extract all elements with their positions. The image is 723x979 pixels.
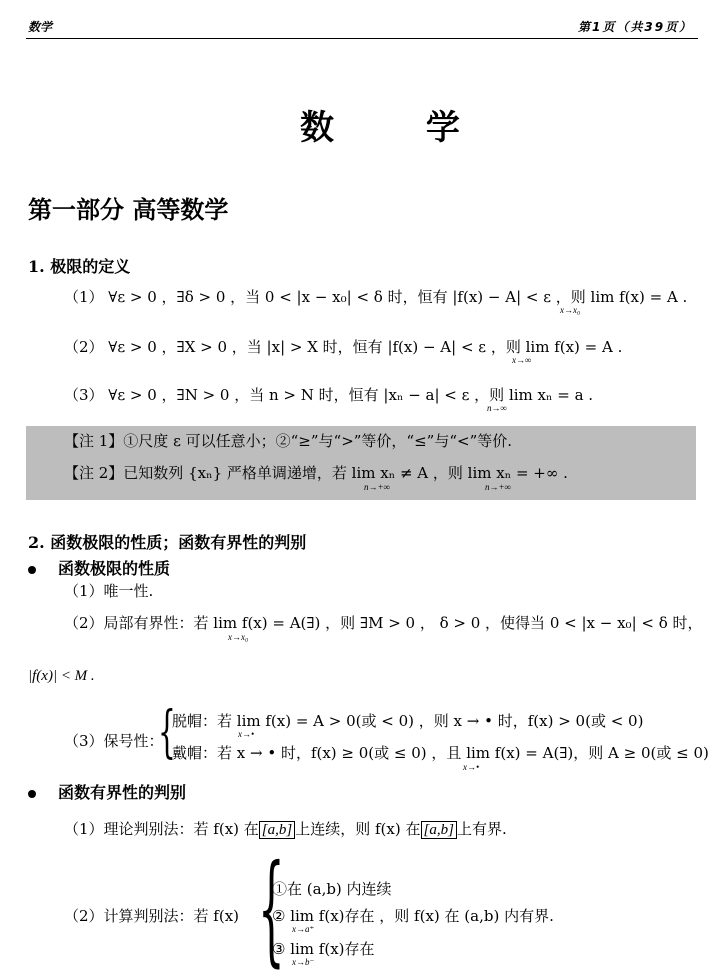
limit-def-2-sub: x→∞ xyxy=(512,355,532,365)
header-rule xyxy=(26,38,698,39)
note-2-sub-1: n→+∞ xyxy=(364,482,390,492)
note-2: 【注 2】已知数列 {xₙ} 严格单调递增，若 lim xₙ ≠ A ，则 lim xₙ = +∞ . xyxy=(64,464,568,482)
limit-def-1-sub: x→x₀ xyxy=(560,305,581,315)
sign-preserving-hat-sub: x→• xyxy=(463,762,480,772)
limit-def-3: （3） ∀ε > 0 ，∃N > 0 ，当 n > N 时，恒有 |xₙ − a| < ε ，则 lim xₙ = a . xyxy=(64,386,594,404)
header-right: 第1页（共39页） xyxy=(578,20,694,34)
property-local-bounded-sub: x→x₀ xyxy=(228,632,249,642)
bullet-icon xyxy=(28,790,36,798)
bullet-limit-properties-label: 函数极限的性质 xyxy=(58,559,171,578)
bullet-icon xyxy=(28,566,36,574)
note-2-sub-2: n→+∞ xyxy=(485,482,511,492)
part-heading: 第一部分 高等数学 xyxy=(28,195,229,224)
compute-cond-3: ③ lim f(x)存在 xyxy=(272,940,375,958)
section-2-heading: 2. 函数极限的性质；函数有界性的判别 xyxy=(28,533,307,552)
compute-cond-2: ② lim f(x)存在 ，则 f(x) 在 (a,b) 内有界. xyxy=(272,907,554,925)
compute-criterion-label: （2）计算判别法：若 f(x) xyxy=(64,907,240,925)
property-uniqueness: （1）唯一性. xyxy=(64,582,154,600)
bullet-limit-properties xyxy=(28,556,170,579)
limit-def-1-text: （1） ∀ε > 0 ，∃δ > 0 ，当 0 < |x − x₀| < δ 时，恒有 |f(x) − A| < ε ，则 lim f(x) = A . xyxy=(64,288,688,306)
property-local-bounded: （2）局部有界性：若 lim f(x) = A(∃) ，则 ∃M > 0 ， δ > 0 ，使得当 0 < |x − x₀| < δ 时， xyxy=(64,614,703,632)
header-left: 数学 xyxy=(28,20,53,34)
note-1: 【注 1】①尺度 ε 可以任意小；②“≥”与“>”等价，“≤”与“<”等价. xyxy=(64,432,513,450)
theory-criterion-b: 上连续，则 f(x) 在 xyxy=(295,820,421,838)
sign-preserving-hat: 戴帽：若 x → • 时，f(x) ≥ 0(或 ≤ 0) ，且 lim f(x) = A(∃)，则 A ≥ 0(或 ≤ 0) xyxy=(172,744,709,762)
compute-cond-3-sub: x→b⁻ xyxy=(292,957,315,967)
sign-preserving-unhat: 脱帽：若 lim f(x) = A > 0(或 < 0) ，则 x → • 时，f(x) > 0(或 < 0) xyxy=(172,712,644,730)
bullet-boundedness xyxy=(28,780,186,803)
page-title: 数 学 xyxy=(300,108,500,148)
theory-criterion-a: （1）理论判别法：若 f(x) 在 xyxy=(64,820,259,838)
interval-box-1: [a,b] xyxy=(259,821,295,839)
theory-criterion-c: 上有界. xyxy=(456,820,507,838)
property-local-bounded-cont: |f(x)| < M . xyxy=(28,668,95,684)
interval-box-2: [a,b] xyxy=(421,821,457,839)
sign-preserving-label: （3）保号性： xyxy=(64,732,164,750)
compute-criterion-brace: { xyxy=(258,840,285,979)
theory-criterion xyxy=(64,818,507,839)
limit-def-1 xyxy=(64,286,687,307)
section-1-heading: 1. 极限的定义 xyxy=(28,257,131,276)
sign-preserving-unhat-sub: x→• xyxy=(238,729,255,739)
limit-def-3-sub: n→∞ xyxy=(487,403,507,413)
sign-preserving-brace: { xyxy=(158,700,176,765)
bullet-boundedness-label: 函数有界性的判别 xyxy=(58,783,187,802)
compute-cond-1: ①在 (a,b) 内连续 xyxy=(272,880,392,898)
limit-def-2: （2） ∀ε > 0 ，∃X > 0 ，当 |x| > X 时，恒有 |f(x) − A| < ε ，则 lim f(x) = A . xyxy=(64,338,623,356)
compute-cond-2-sub: x→a⁺ xyxy=(292,924,315,934)
